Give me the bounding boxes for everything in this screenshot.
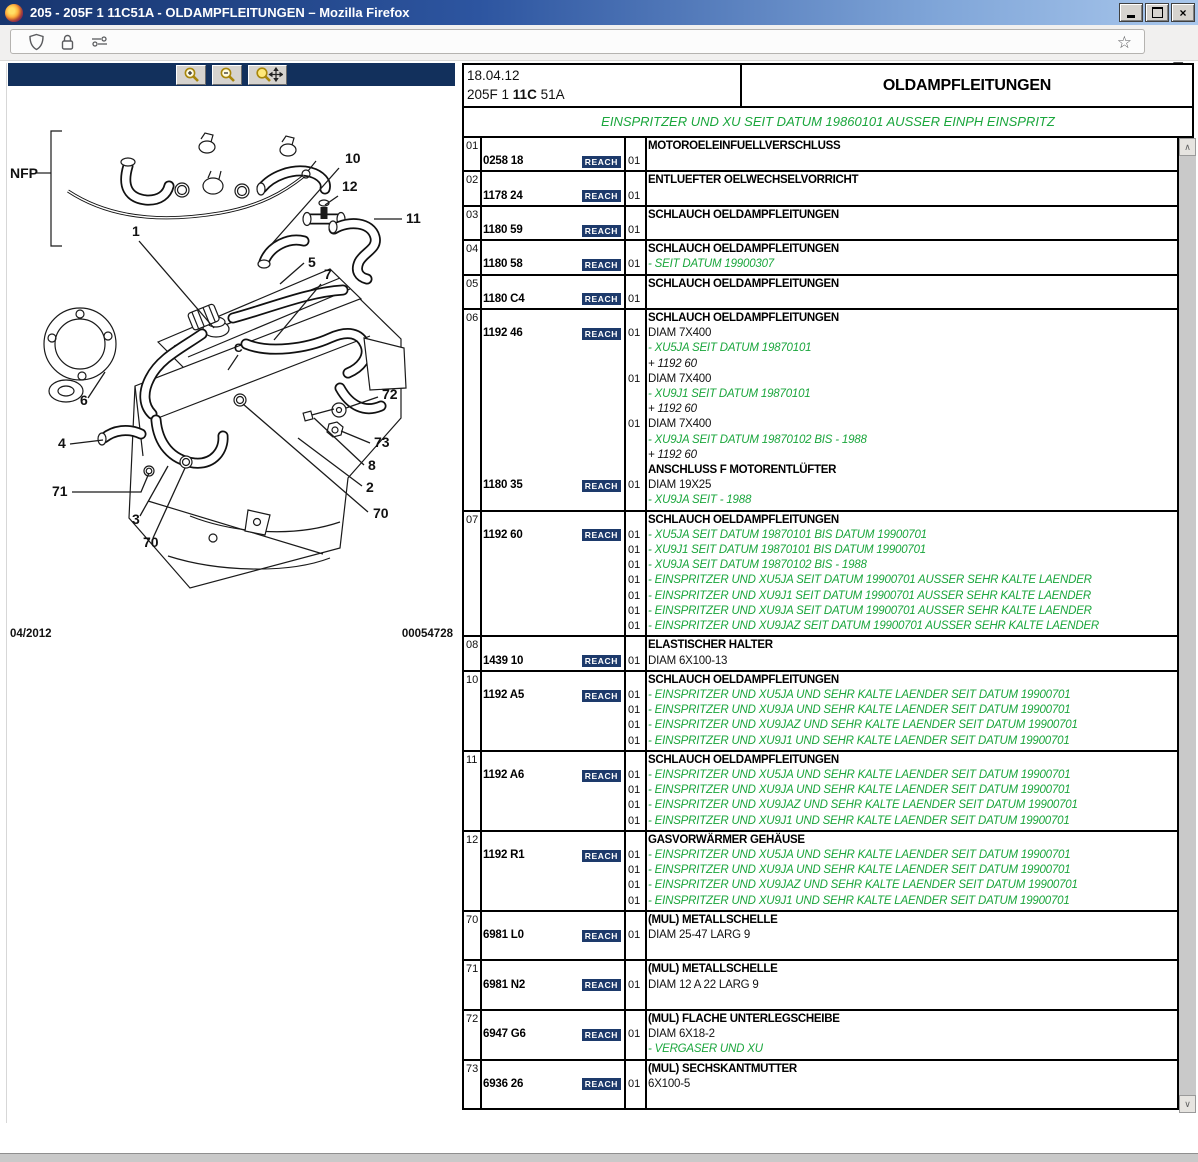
table-row — [464, 1011, 1177, 1061]
page-title: OLDAMPFLEITUNGEN — [882, 76, 1052, 94]
row-number: 70 — [466, 913, 479, 926]
callout-label: 3 — [132, 511, 140, 527]
column-divider — [645, 752, 647, 830]
column-divider — [624, 172, 626, 204]
reach-button[interactable]: REACH — [582, 190, 621, 202]
permissions-icon[interactable] — [90, 35, 110, 49]
part-group — [464, 173, 1177, 203]
part-group — [464, 673, 1177, 749]
document-ref-block — [464, 65, 742, 106]
callout-label: 73 — [374, 434, 390, 450]
column-divider — [480, 912, 482, 960]
description-line: - XU9JA SEIT DATUM 19870102 BIS - 1988 — [648, 433, 867, 446]
part-group — [464, 913, 1177, 959]
part-group — [464, 139, 1177, 169]
column-divider — [624, 912, 626, 960]
description-line — [645, 154, 1177, 169]
reach-button[interactable]: REACH — [582, 480, 621, 492]
row-number: 02 — [466, 174, 479, 187]
description-line: - EINSPRITZER UND XU9JAZ UND SEHR KALTE LAENDER SEIT DATUM 19900701 — [648, 719, 1078, 732]
description-line: - EINSPRITZER UND XU5JA UND SEHR KALTE LAENDER SEIT DATUM 19900701 — [648, 688, 1071, 701]
qty-cell: 01 — [628, 479, 641, 492]
qty-cell: 01 — [628, 604, 641, 617]
row-number: 03 — [466, 208, 479, 221]
qty-cell: 01 — [628, 418, 641, 431]
close-button[interactable] — [1171, 3, 1195, 22]
callout-leader — [139, 241, 214, 328]
table-row — [464, 172, 1177, 206]
bookmark-star-icon[interactable]: ☆ — [1116, 33, 1132, 52]
column-divider — [645, 276, 647, 308]
qty-cell: 01 — [628, 544, 641, 557]
part-number-cell — [480, 189, 624, 204]
reach-button[interactable]: REACH — [582, 690, 621, 702]
column-divider — [480, 1061, 482, 1109]
row-number: 12 — [466, 833, 479, 846]
part-group — [464, 277, 1177, 307]
description-line: - EINSPRITZER UND XU9J1 SEIT DATUM 19900701 AUSSER SEHR KALTE LAENDER — [648, 589, 1091, 602]
table-row — [464, 672, 1177, 752]
part-group — [464, 311, 1177, 463]
table-row — [464, 276, 1177, 310]
minimize-button[interactable] — [1119, 3, 1143, 22]
reach-button[interactable]: REACH — [582, 930, 621, 942]
part-number: 6981 L0 — [483, 928, 524, 941]
part-group — [464, 513, 1177, 635]
reach-button[interactable]: REACH — [582, 850, 621, 862]
zoom-in-icon — [180, 67, 202, 82]
qty-cell: 01 — [628, 879, 641, 892]
table-row — [464, 512, 1177, 638]
column-divider — [645, 207, 647, 239]
column-divider — [480, 672, 482, 750]
column-divider — [480, 276, 482, 308]
description-line: - XU5JA SEIT DATUM 19870101 — [648, 342, 812, 355]
table-row — [464, 138, 1177, 172]
zoom-out-icon — [216, 67, 238, 82]
callout-leader — [280, 263, 304, 284]
qty-cell: 01 — [628, 372, 641, 385]
part-number-cell — [480, 223, 624, 238]
column-divider — [624, 310, 626, 510]
callout-label: 1 — [132, 223, 140, 239]
part-number: 6947 G6 — [483, 1028, 526, 1041]
description-line: DIAM 6X100-13 — [648, 654, 728, 667]
table-row — [464, 832, 1177, 912]
column-divider — [624, 241, 626, 273]
part-number: 6936 26 — [483, 1077, 524, 1090]
qty-cell: 01 — [628, 734, 641, 747]
description-line: DIAM 12 A 22 LARG 9 — [648, 978, 759, 991]
table-row — [464, 961, 1177, 1011]
qty-cell: 01 — [628, 559, 641, 572]
part-number-cell — [480, 257, 624, 272]
part-number-cell — [480, 688, 624, 703]
description-line: - EINSPRITZER UND XU9JAZ UND SEHR KALTE LAENDER SEIT DATUM 19900701 — [648, 799, 1078, 812]
callout-label: 70 — [373, 505, 389, 521]
column-divider — [645, 961, 647, 1009]
column-divider — [480, 961, 482, 1009]
callout-label: 8 — [368, 457, 376, 473]
vertical-scrollbar[interactable] — [1179, 138, 1196, 1113]
part-number: 0258 18 — [483, 155, 524, 168]
part-number-cell — [480, 654, 624, 669]
column-divider — [645, 310, 647, 510]
description-line: - SEIT DATUM 19900307 — [648, 258, 774, 271]
column-divider — [480, 241, 482, 273]
part-number-cell — [480, 292, 624, 307]
part-number-cell — [480, 478, 624, 493]
part-number: 1180 C4 — [483, 292, 525, 305]
part-description-header: MOTOROELEINFUELLVERSCHLUSS — [648, 140, 841, 152]
part-group — [464, 753, 1177, 829]
part-description-header: (MUL) METALLSCHELLE — [648, 913, 778, 926]
chevron-up-icon: ∧ — [1184, 141, 1191, 152]
qty-cell: 01 — [628, 719, 641, 732]
zoom-in-button[interactable] — [176, 65, 206, 85]
column-divider — [645, 672, 647, 750]
column-divider — [645, 172, 647, 204]
diagram-toolbar — [8, 63, 455, 86]
qty-cell: 01 — [628, 799, 641, 812]
part-number: 1192 60 — [483, 528, 523, 541]
callout-label: 71 — [52, 483, 68, 499]
reach-button[interactable]: REACH — [582, 1029, 621, 1041]
column-divider — [645, 637, 647, 669]
description-line: - EINSPRITZER UND XU9JA UND SEHR KALTE LAENDER SEIT DATUM 19900701 — [648, 864, 1071, 877]
description-line: - EINSPRITZER UND XU9JAZ UND SEHR KALTE LAENDER SEIT DATUM 19900701 — [648, 879, 1078, 892]
qty-cell: 01 — [628, 928, 641, 941]
part-description-header: ENTLUEFTER OELWECHSELVORRICHT — [648, 174, 859, 187]
description-line: - EINSPRITZER UND XU5JA SEIT DATUM 19900701 AUSSER SEHR KALTE LAENDER — [648, 574, 1092, 587]
part-number: 6981 N2 — [483, 978, 526, 991]
lock-icon[interactable] — [60, 33, 75, 51]
table-row — [464, 310, 1177, 512]
part-description-header: SCHLAUCH OELDAMPFLEITUNGEN — [648, 312, 839, 325]
table-row — [464, 752, 1177, 832]
qty-cell: 01 — [628, 704, 641, 717]
callout-label: 5 — [308, 254, 316, 270]
applicability-subtitle: EINSPRITZER UND XU SEIT DATUM 19860101 AUSSER EINPH EINSPRITZ — [462, 106, 1194, 138]
part-description-header: SCHLAUCH OELDAMPFLEITUNGEN — [648, 673, 839, 686]
description-line — [645, 223, 1177, 238]
part-description-header: (MUL) SECHSKANTMUTTER — [648, 1062, 797, 1075]
column-divider — [624, 207, 626, 239]
zoom-out-button[interactable] — [212, 65, 242, 85]
column-divider — [624, 752, 626, 830]
description-line — [645, 1092, 1177, 1107]
qty-cell: 01 — [628, 528, 641, 541]
reach-button[interactable]: REACH — [582, 225, 621, 237]
column-divider — [624, 512, 626, 636]
part-group — [464, 1062, 1177, 1108]
part-number: 1192 R1 — [483, 848, 525, 861]
qty-cell: 01 — [628, 654, 641, 667]
diagram-number: 00054728 — [401, 628, 453, 640]
shield-icon[interactable] — [28, 33, 45, 51]
browser-toolbar — [0, 25, 1198, 61]
qty-cell: 01 — [628, 688, 641, 701]
reach-button[interactable]: REACH — [582, 529, 621, 541]
callout-label: 10 — [345, 150, 361, 166]
column-divider — [480, 172, 482, 204]
column-divider — [480, 138, 482, 170]
qty-cell: 01 — [628, 258, 641, 271]
description-line: - EINSPRITZER UND XU5JA UND SEHR KALTE LAENDER SEIT DATUM 19900701 — [648, 768, 1071, 781]
qty-cell: 01 — [628, 620, 641, 633]
reach-button[interactable]: REACH — [582, 156, 621, 168]
part-number: 1192 A5 — [483, 688, 525, 701]
qty-cell: 01 — [628, 1028, 641, 1041]
part-number: 1178 24 — [483, 189, 523, 202]
window-titlebar — [0, 0, 1198, 25]
callout-label: 12 — [342, 178, 358, 194]
parts-diagram — [8, 86, 455, 646]
column-divider — [624, 276, 626, 308]
description-line: DIAM 25-47 LARG 9 — [648, 928, 751, 941]
reach-button[interactable]: REACH — [582, 1078, 621, 1090]
qty-cell: 01 — [628, 848, 641, 861]
column-divider — [645, 512, 647, 636]
column-divider — [624, 637, 626, 669]
qty-cell: 01 — [628, 784, 641, 797]
description-line: + 1192 60 — [648, 448, 697, 461]
chevron-down-icon: ∨ — [1184, 1098, 1191, 1109]
qty-cell: 01 — [628, 327, 641, 340]
row-number: 08 — [466, 639, 479, 652]
part-description-header: (MUL) FLACHE UNTERLEGSCHEIBE — [648, 1012, 840, 1025]
description-line: - EINSPRITZER UND XU9J1 UND SEHR KALTE LAENDER SEIT DATUM 19900701 — [648, 894, 1070, 907]
row-number: 06 — [466, 312, 479, 325]
description-line: 6X100-5 — [648, 1077, 691, 1090]
description-line: - XU9J1 SEIT DATUM 19870101 — [648, 388, 811, 401]
row-number: 71 — [466, 963, 479, 976]
nfp-label: NFP — [10, 165, 38, 181]
part-description-header: SCHLAUCH OELDAMPFLEITUNGEN — [648, 513, 839, 526]
part-description-header: SCHLAUCH OELDAMPFLEITUNGEN — [648, 243, 839, 256]
c-label: C — [234, 341, 243, 355]
part-description-header: SCHLAUCH OELDAMPFLEITUNGEN — [648, 753, 839, 766]
scroll-up-button[interactable] — [1179, 138, 1196, 156]
qty-cell: 01 — [628, 224, 641, 237]
description-line: - XU9JA SEIT DATUM 19870102 BIS - 1988 — [648, 559, 867, 572]
part-group — [464, 463, 1177, 509]
reach-button[interactable]: REACH — [582, 979, 621, 991]
column-divider — [624, 961, 626, 1009]
qty-cell: 01 — [628, 814, 641, 827]
row-number: 10 — [466, 673, 479, 686]
part-group — [464, 208, 1177, 238]
callout-label: 6 — [80, 392, 88, 408]
part-group — [464, 638, 1177, 668]
table-row — [464, 241, 1177, 275]
column-divider — [624, 832, 626, 910]
column-divider — [480, 1011, 482, 1059]
part-description-header: GASVORWÄRMER GEHÄUSE — [648, 833, 805, 846]
column-divider — [480, 207, 482, 239]
description-line: - EINSPRITZER UND XU9JAZ SEIT DATUM 19900701 AUSSER SEHR KALTE LAENDER — [648, 620, 1100, 633]
part-number: 1180 58 — [483, 258, 523, 271]
description-line: - EINSPRITZER UND XU9J1 UND SEHR KALTE LAENDER SEIT DATUM 19900701 — [648, 814, 1070, 827]
description-line: + 1192 60 — [648, 403, 697, 416]
url-bar[interactable] — [10, 29, 1145, 54]
part-number-cell — [480, 326, 624, 341]
part-number-cell — [480, 1027, 624, 1042]
callout-label: 7 — [324, 266, 332, 282]
qty-cell: 01 — [628, 155, 641, 168]
description-line: - EINSPRITZER UND XU9JA SEIT DATUM 19900701 AUSSER SEHR KALTE LAENDER — [648, 604, 1092, 617]
reach-button[interactable]: REACH — [582, 770, 621, 782]
row-number: 72 — [466, 1012, 479, 1025]
table-row — [464, 1061, 1177, 1109]
callout-label: 70 — [143, 534, 159, 550]
part-number: 1180 35 — [483, 479, 523, 492]
description-line: DIAM 7X400 — [648, 327, 712, 340]
part-number: 1439 10 — [483, 654, 524, 667]
row-number: 11 — [466, 753, 478, 766]
column-divider — [645, 1061, 647, 1109]
document-ref: 205F 1 11C 51A — [467, 87, 565, 102]
description-line: + 1192 60 — [648, 357, 697, 370]
minimize-icon — [1127, 15, 1135, 18]
description-line — [645, 993, 1177, 1008]
description-line: - VERGASER UND XU — [648, 1043, 763, 1056]
column-divider — [480, 832, 482, 910]
description-line: - EINSPRITZER UND XU9JA UND SEHR KALTE LAENDER SEIT DATUM 19900701 — [648, 704, 1071, 717]
qty-cell: 01 — [628, 292, 641, 305]
reach-button[interactable]: REACH — [582, 328, 621, 340]
callout-label: 2 — [366, 479, 374, 495]
part-number: 1180 59 — [483, 224, 523, 237]
part-group — [464, 242, 1177, 272]
qty-cell: 01 — [628, 1077, 641, 1090]
part-description-header: ANSCHLUSS F MOTORENTLÜFTER — [648, 464, 837, 477]
reach-button[interactable]: REACH — [582, 655, 621, 667]
column-divider — [480, 512, 482, 636]
part-description-header: SCHLAUCH OELDAMPFLEITUNGEN — [648, 208, 839, 221]
row-number: 73 — [466, 1062, 479, 1075]
part-number-cell — [480, 1077, 624, 1092]
zoom-pan-button[interactable] — [248, 65, 287, 85]
description-line — [645, 189, 1177, 204]
description-line: - EINSPRITZER UND XU5JA UND SEHR KALTE LAENDER SEIT DATUM 19900701 — [648, 848, 1071, 861]
diagram-date: 04/2012 — [10, 628, 52, 640]
reach-button[interactable]: REACH — [582, 293, 621, 305]
column-divider — [624, 1061, 626, 1109]
callout-label: 72 — [382, 386, 398, 402]
part-number-cell — [480, 848, 624, 863]
qty-cell: 01 — [628, 978, 641, 991]
column-divider — [480, 310, 482, 510]
callout-label: 11 — [406, 210, 421, 226]
description-line: DIAM 19X25 — [648, 479, 712, 492]
maximize-icon — [1152, 7, 1163, 18]
column-divider — [645, 832, 647, 910]
part-description-header: (MUL) METALLSCHELLE — [648, 963, 778, 976]
part-group — [464, 833, 1177, 909]
table-row — [464, 912, 1177, 962]
maximize-button[interactable] — [1145, 3, 1169, 22]
row-number: 07 — [466, 513, 479, 526]
part-number-cell — [480, 768, 624, 783]
part-group — [464, 1012, 1177, 1058]
table-row — [464, 207, 1177, 241]
pane-left-edge — [6, 63, 7, 1123]
document-date: 18.04.12 — [467, 68, 520, 83]
column-divider — [645, 912, 647, 960]
column-divider — [624, 1011, 626, 1059]
column-divider — [480, 752, 482, 830]
horizontal-scrollbar[interactable] — [0, 1153, 1198, 1162]
description-line — [645, 943, 1177, 958]
parts-table — [462, 136, 1179, 1110]
column-divider — [645, 241, 647, 273]
row-number: 04 — [466, 243, 479, 256]
table-row — [464, 637, 1177, 671]
part-group — [464, 962, 1177, 1008]
scroll-down-button[interactable] — [1179, 1095, 1196, 1113]
qty-cell: 01 — [628, 894, 641, 907]
column-divider — [624, 672, 626, 750]
part-number: 1192 A6 — [483, 768, 525, 781]
description-line: - EINSPRITZER UND XU9J1 UND SEHR KALTE LAENDER SEIT DATUM 19900701 — [648, 734, 1070, 747]
part-description-header: SCHLAUCH OELDAMPFLEITUNGEN — [648, 277, 839, 290]
part-number-cell — [480, 528, 624, 543]
qty-cell: 01 — [628, 189, 641, 202]
column-divider — [645, 1011, 647, 1059]
row-number: 05 — [466, 277, 479, 290]
part-description-header: ELASTISCHER HALTER — [648, 639, 773, 652]
description-line: DIAM 7X400 — [648, 418, 712, 431]
callout-label: 4 — [58, 435, 66, 451]
row-number: 01 — [466, 140, 479, 152]
column-divider — [480, 637, 482, 669]
part-number: 1192 46 — [483, 327, 523, 340]
column-divider — [624, 138, 626, 170]
firefox-icon — [5, 4, 23, 22]
document-header — [462, 63, 1194, 108]
part-number-cell — [480, 154, 624, 169]
description-line: DIAM 7X400 — [648, 372, 712, 385]
window-title: 205 - 205F 1 11C51A - OLDAMPFLEITUNGEN – Mozilla Firefox — [30, 5, 410, 20]
column-divider — [645, 138, 647, 170]
reach-button[interactable]: REACH — [582, 259, 621, 271]
part-number-cell — [480, 928, 624, 943]
engine-diagram-sketch — [8, 86, 455, 646]
close-icon: × — [1179, 5, 1187, 20]
description-line: - XU9JA SEIT - 1988 — [648, 494, 752, 507]
qty-cell: 01 — [628, 768, 641, 781]
zoom-pan-icon — [253, 67, 283, 82]
description-line — [645, 292, 1177, 307]
part-number-cell — [480, 978, 624, 993]
qty-cell: 01 — [628, 574, 641, 587]
description-line: - XU9J1 SEIT DATUM 19870101 BIS DATUM 19900701 — [648, 544, 927, 557]
qty-cell: 01 — [628, 589, 641, 602]
description-line: - XU5JA SEIT DATUM 19870101 BIS DATUM 19900701 — [648, 528, 927, 541]
qty-cell: 01 — [628, 864, 641, 877]
description-line: - EINSPRITZER UND XU9JA UND SEHR KALTE LAENDER SEIT DATUM 19900701 — [648, 784, 1071, 797]
description-line: DIAM 6X18-2 — [648, 1028, 715, 1041]
